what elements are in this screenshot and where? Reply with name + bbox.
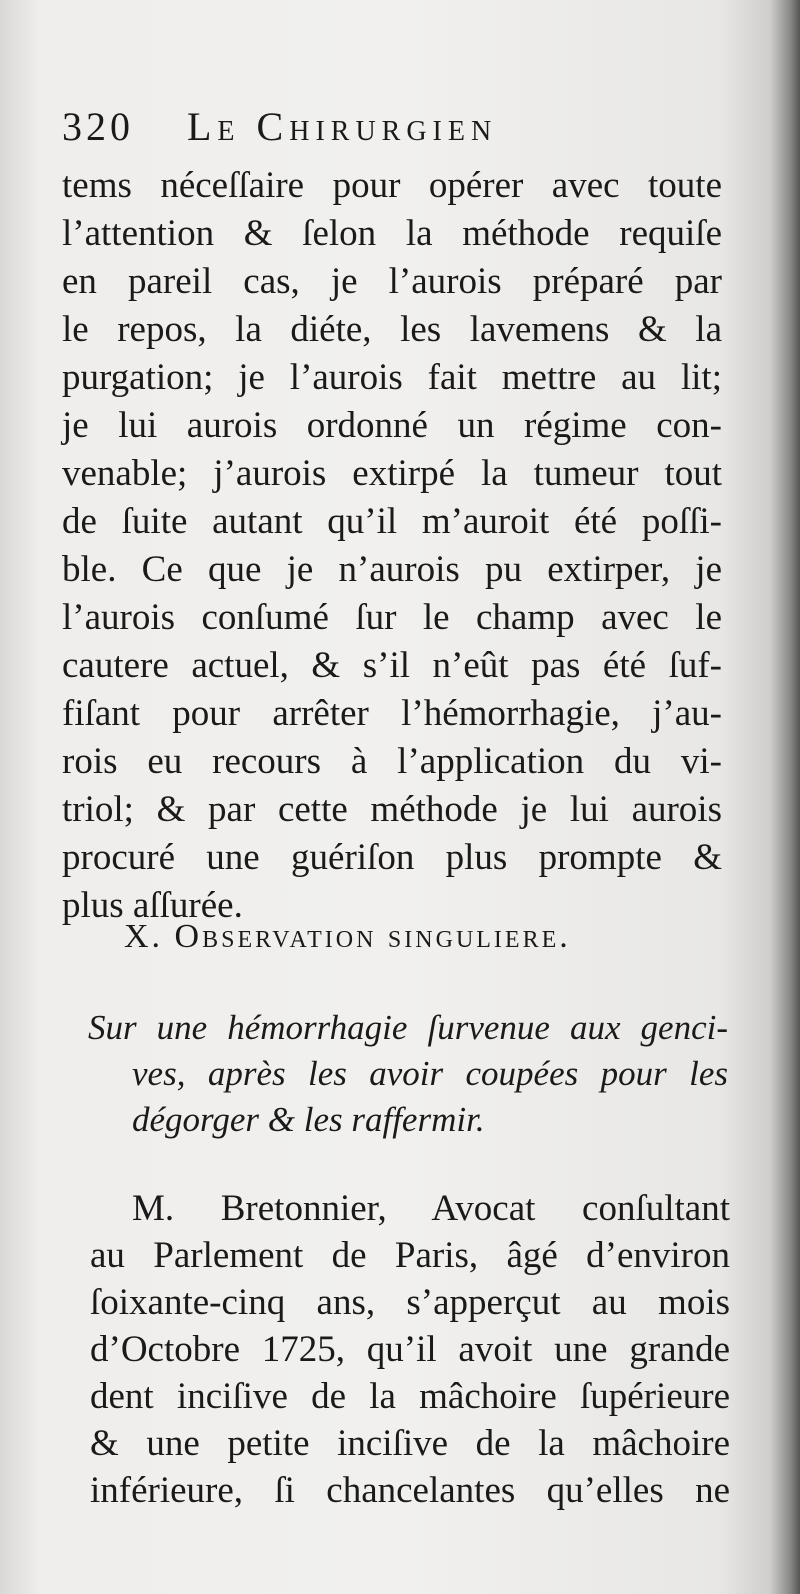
body-text [62, 162, 722, 930]
text-line: rois eu recours à l’application du vi- [62, 741, 722, 782]
page-number: 320 [62, 104, 134, 149]
text-line: tems néceſſaire pour opérer avec toute [62, 165, 722, 206]
section-title: X. Observation singuliere. [124, 918, 571, 955]
paragraph-line: dent inciſive de la mâchoire ſupérieure [90, 1376, 730, 1417]
text-line: en pareil cas, je l’aurois préparé par [62, 261, 722, 302]
text-line: plus aſſurée. [62, 885, 243, 926]
text-line: de ſuite autant qu’il m’auroit été poſſi- [62, 501, 722, 542]
paragraph-line: d’Octobre 1725, qu’il avoit une grande [90, 1329, 730, 1370]
paragraph-line: M. Bretonnier, Avocat conſultant [132, 1188, 730, 1229]
subtitle-line: Sur une hémorrhagie ſurvenue aux genci- [88, 1008, 728, 1047]
subtitle-line: dégorger & les raffermir. [132, 1100, 485, 1139]
paragraph-line: ſoixante-cinq ans, s’apperçut au mois [90, 1282, 730, 1323]
text-line: purgation; je l’aurois fait mettre au lit; [62, 357, 722, 398]
paragraph [90, 1185, 730, 1514]
page-header [62, 103, 762, 163]
text-line: l’aurois conſumé ſur le champ avec le [62, 597, 722, 638]
text-line: je lui aurois ordonné un régime con- [62, 405, 722, 446]
subtitle-line: ves, après les avoir coupées pour les [132, 1054, 728, 1093]
text-line: venable; j’aurois extirpé la tumeur tout [62, 453, 722, 494]
text-line: triol; & par cette méthode je lui aurois [62, 789, 722, 830]
text-line: cautere actuel, & s’il n’eût pas été ſuf- [62, 645, 722, 686]
paragraph-line: inférieure, ſi chancelantes qu’elles ne [90, 1470, 730, 1511]
text-line: fiſant pour arrêter l’hémorrhagie, j’au- [62, 693, 722, 734]
text-line: l’attention & ſelon la méthode requiſe [62, 213, 722, 254]
section-subtitle [88, 1005, 728, 1143]
text-line: procuré une guériſon plus prompte & [62, 837, 722, 878]
text-line: ble. Ce que je n’aurois pu extirper, je [62, 549, 722, 590]
text-line: le repos, la diéte, les lavemens & la [62, 309, 722, 350]
running-title: Le Chirurgien [187, 104, 498, 149]
paragraph-line: & une petite inciſive de la mâchoire [90, 1423, 730, 1464]
paragraph-line: au Parlement de Paris, âgé d’environ [90, 1235, 730, 1276]
